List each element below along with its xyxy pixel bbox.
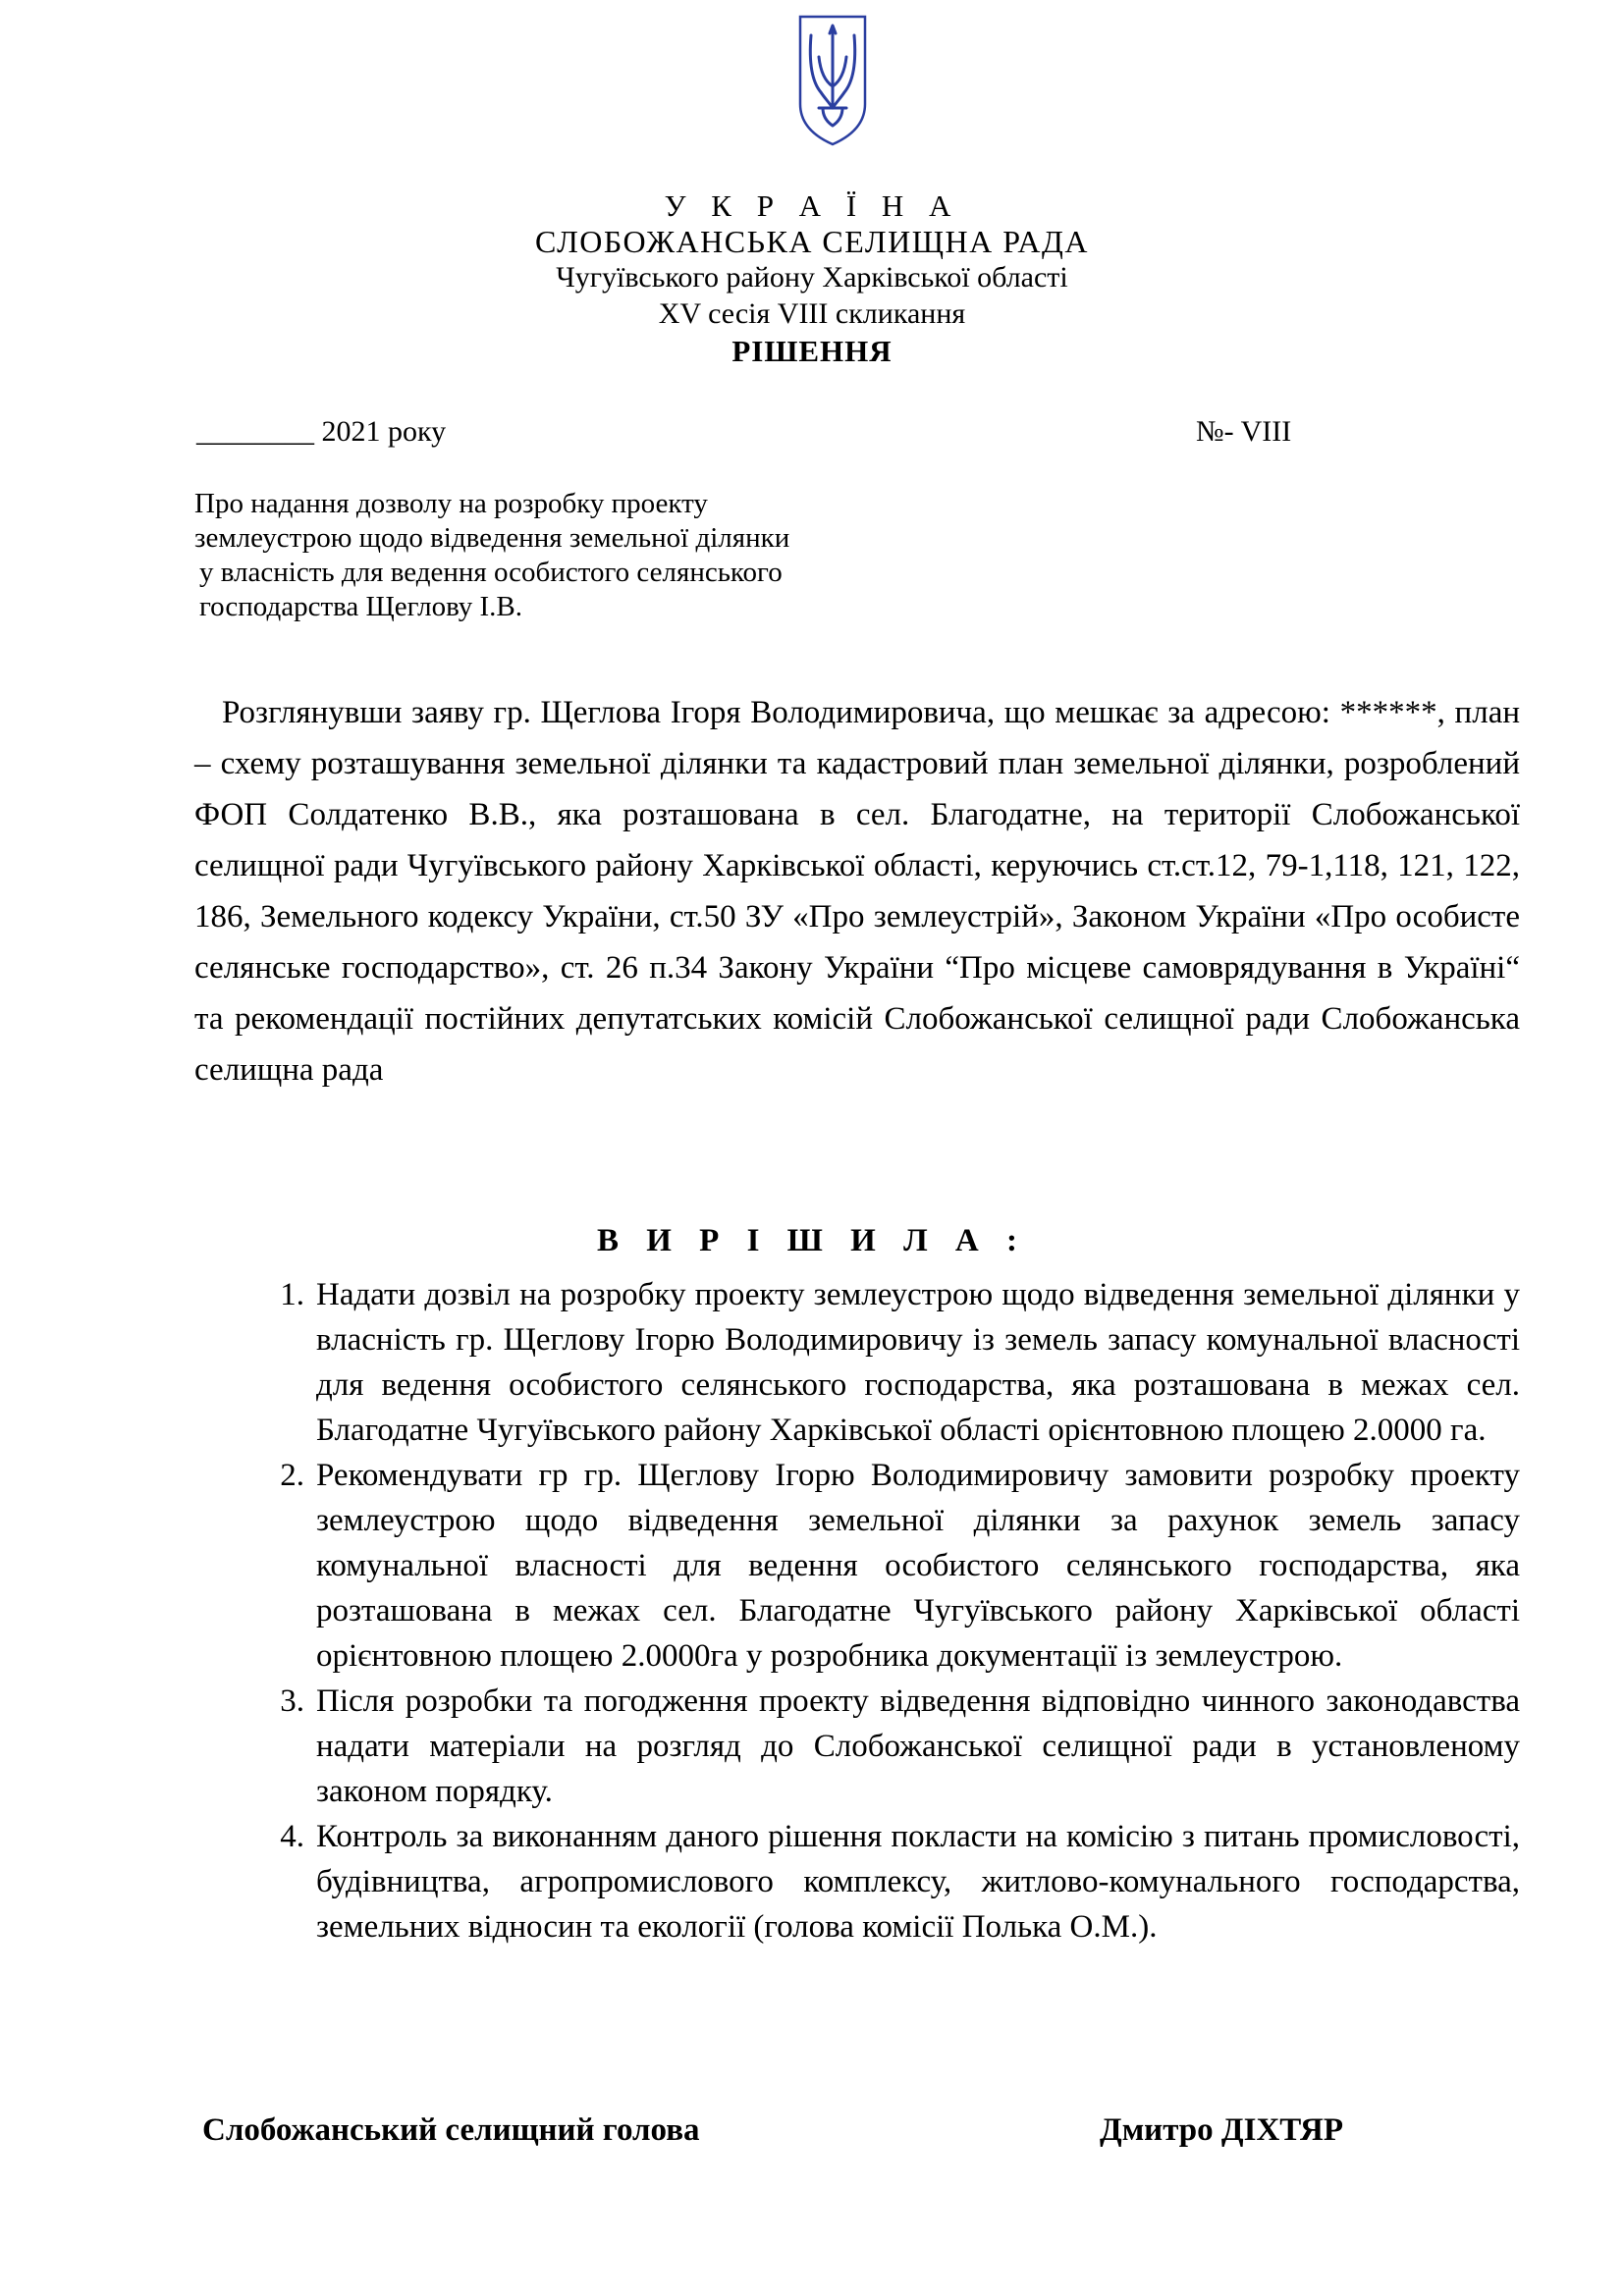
preamble-paragraph: Розглянувши заяву гр. Щеглова Ігоря Володимировича, що мешкає за адресою: ******, план – схему розташування земельної ділянки та кадастровий план земельної ділянки, розроблений ФОП Солдатенко В.В., яка розташована в сел. Благодатне, на території Слобожанської селищної ради Чугуївського району Харківської області, керуючись ст.ст.12, 79-1,118, 121, 122, 186, Земельного кодексу України, ст.50 ЗУ «Про землеустрій», Законом України «Про особисте селянське господарство», ст. 26 п.34 Закону України “Про місцеве самоврядування в Україні“ та рекомендації постійних депутатських комісій Слобожанської селищної ради Слобожанська селищна рада xyxy=(194,695,1520,1088)
subject-line: землеустрою щодо відведення земельної ділянки xyxy=(194,522,790,554)
item-number: 4. xyxy=(280,1819,304,1854)
subject-line: господарства Щеглову І.В. xyxy=(199,591,523,622)
item-text: Після розробки та погодження проекту відведення відповідно чинного законодавства надати матеріали на розгляд до Слобожанської селищної ради в установленому законом порядку. xyxy=(316,1683,1520,1809)
resolution-items xyxy=(280,1272,1520,1949)
item-text: Рекомендувати гр гр. Щеглову Ігорю Володимировичу замовити розробку проекту землеустрою щодо відведення земельної ділянки за рахунок земель запасу комунальної власності для ведення особистого селянського господарства, яка розташована в межах сел. Благодатне Чугуївського району Харківської області орієнтовною площею 2.0000га у розробника документації із землеустрою. xyxy=(316,1458,1520,1674)
resolution-item xyxy=(280,1453,1520,1679)
trident-coat-of-arms-icon xyxy=(797,14,868,147)
header-decision: РІШЕННЯ xyxy=(731,334,893,368)
item-text: Надати дозвіл на розробку проекту землеустрою щодо відведення земельної ділянки у власність гр. Щеглову Ігорю Володимировичу із земель запасу комунальної власності для ведення особистого селянського господарства, яка розташована в межах сел. Благодатне Чугуївського району Харківської області орієнтовною площею 2.0000 га. xyxy=(316,1277,1520,1448)
header-district: Чугуївського району Харківської області xyxy=(556,261,1068,294)
header-country: У К Р А Ї Н А xyxy=(664,188,960,223)
header-council: СЛОБОЖАНСЬКА СЕЛИЩНА РАДА xyxy=(535,224,1089,259)
item-number: 2. xyxy=(280,1458,304,1493)
resolution-item xyxy=(280,1814,1520,1949)
resolution-item xyxy=(280,1679,1520,1814)
item-number: 3. xyxy=(280,1683,304,1719)
header-session: XV сесія VIII скликання xyxy=(658,297,966,330)
item-text: Контроль за виконанням даного рішення покласти на комісію з питань промисловості, будівництва, агропромислового комплексу, житлово-комунального господарства, земельних відносин та екології (голова комісії Полька О.М.). xyxy=(316,1819,1520,1945)
decision-subject xyxy=(194,487,789,624)
resolved-heading: В И Р І Ш И Л А : xyxy=(597,1223,1027,1258)
signatory-title: Слобожанський селищний голова xyxy=(202,2112,700,2148)
resolution-item xyxy=(280,1272,1520,1453)
signatory-name: Дмитро ДІХТЯР xyxy=(1100,2112,1344,2148)
decision-number: №- VIII xyxy=(1196,415,1292,448)
decision-date: ________ 2021 року xyxy=(196,415,447,448)
subject-line: у власність для ведення особистого селянського xyxy=(199,557,783,588)
subject-line: Про надання дозволу на розробку проекту xyxy=(194,488,708,519)
item-number: 1. xyxy=(280,1277,304,1312)
